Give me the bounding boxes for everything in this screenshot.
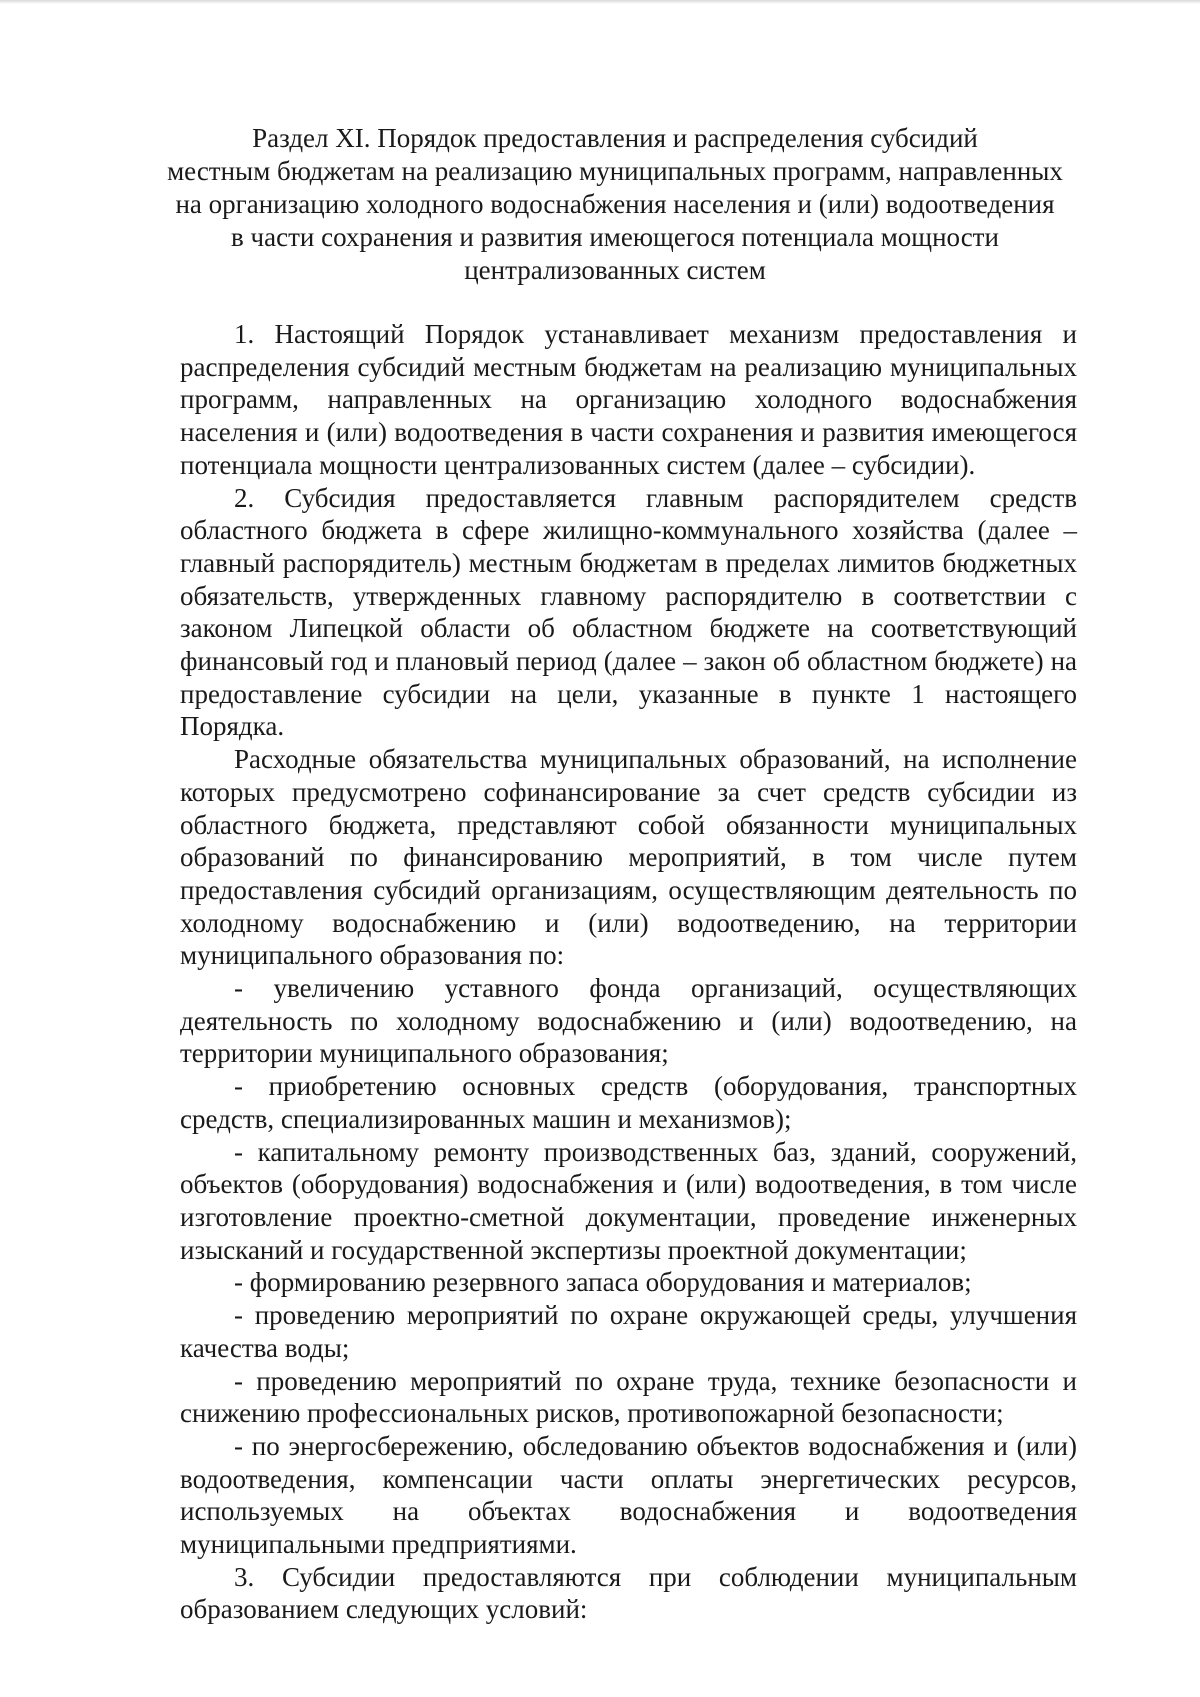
- title-line: Раздел XI. Порядок предоставления и распределения субсидий: [252, 123, 978, 153]
- title-line: на организацию холодного водоснабжения населения и (или) водоотведения: [175, 189, 1055, 219]
- scan-edge: [0, 0, 1200, 4]
- paragraph-3: 3. Субсидии предоставляются при соблюдении муниципальным образованием следующих условий:: [180, 1561, 1077, 1625]
- list-item-environment: - проведению мероприятий по охране окружающей среды, улучшения качества воды;: [180, 1300, 1077, 1363]
- list-item-energy-saving: - по энергосбережению, обследованию объектов водоснабжения и (или) водоотведения, компенсации части оплаты энергетических ресурсов, используемых на объектах водоснабжения и водоотведения муниципальными предприятиями.: [180, 1430, 1077, 1560]
- paragraph-2: 2. Субсидия предоставляется главным распорядителем средств областного бюджета в сфере жилищно-коммунального хозяйства (далее – главный распорядитель) местным бюджетам в пределах лимитов бюджетных обязательств, утвержденных главному распорядителю в соответствии с законом Липецкой области об областном бюджете на соответствующий финансовый год и плановый период (далее – закон об областном бюджете) на предоставление субсидии на цели, указанные в пункте 1 настоящего Порядка.: [180, 482, 1077, 742]
- title-line: централизованных систем: [464, 255, 766, 285]
- list-item-reserve-stock: - формированию резервного запаса оборудования и материалов;: [234, 1267, 972, 1298]
- paragraph-expenditure-obligations: Расходные обязательства муниципальных образований, на исполнение которых предусмотрено софинансирование за счет средств субсидии из областного бюджета, представляют собой обязанности муниципальных образований по финансированию мероприятий, в том числе путем предоставления субсидий организациям, осуществляющим деятельность по холодному водоснабжению и (или) водоотведению, на территории муниципального образования по:: [180, 744, 1077, 971]
- title-line: местным бюджетам на реализацию муниципальных программ, направленных: [167, 156, 1063, 186]
- list-item-labor-safety: - проведению мероприятий по охране труда, технике безопасности и снижению профессиональных рисков, противопожарной безопасности;: [180, 1365, 1077, 1429]
- list-item-capital-repair: - капитальному ремонту производственных баз, зданий, сооружений, объектов (оборудования) водоснабжения и (или) водоотведения, в том числе изготовление проектно-сметной документации, проведение инженерных изысканий и государственной экспертизы проектной документации;: [180, 1136, 1077, 1265]
- list-item-charter-fund: - увеличению уставного фонда организаций, осуществляющих деятельность по холодному водоснабжению и (или) водоотведению, на территории муниципального образования;: [180, 973, 1077, 1069]
- list-item-fixed-assets: - приобретению основных средств (оборудования, транспортных средств, специализированных машин и механизмов);: [180, 1071, 1077, 1134]
- paragraph-1: 1. Настоящий Порядок устанавливает механизм предоставления и распределения субсидий местным бюджетам на реализацию муниципальных программ, направленных на организацию холодного водоснабжения населения и (или) водоотведения в части сохранения и развития имеющегося потенциала мощности централизованных систем (далее – субсидии).: [180, 319, 1077, 480]
- document-body: [180, 318, 1077, 1626]
- title-line: в части сохранения и развития имеющегося потенциала мощности: [231, 222, 999, 252]
- section-title: [150, 122, 1080, 287]
